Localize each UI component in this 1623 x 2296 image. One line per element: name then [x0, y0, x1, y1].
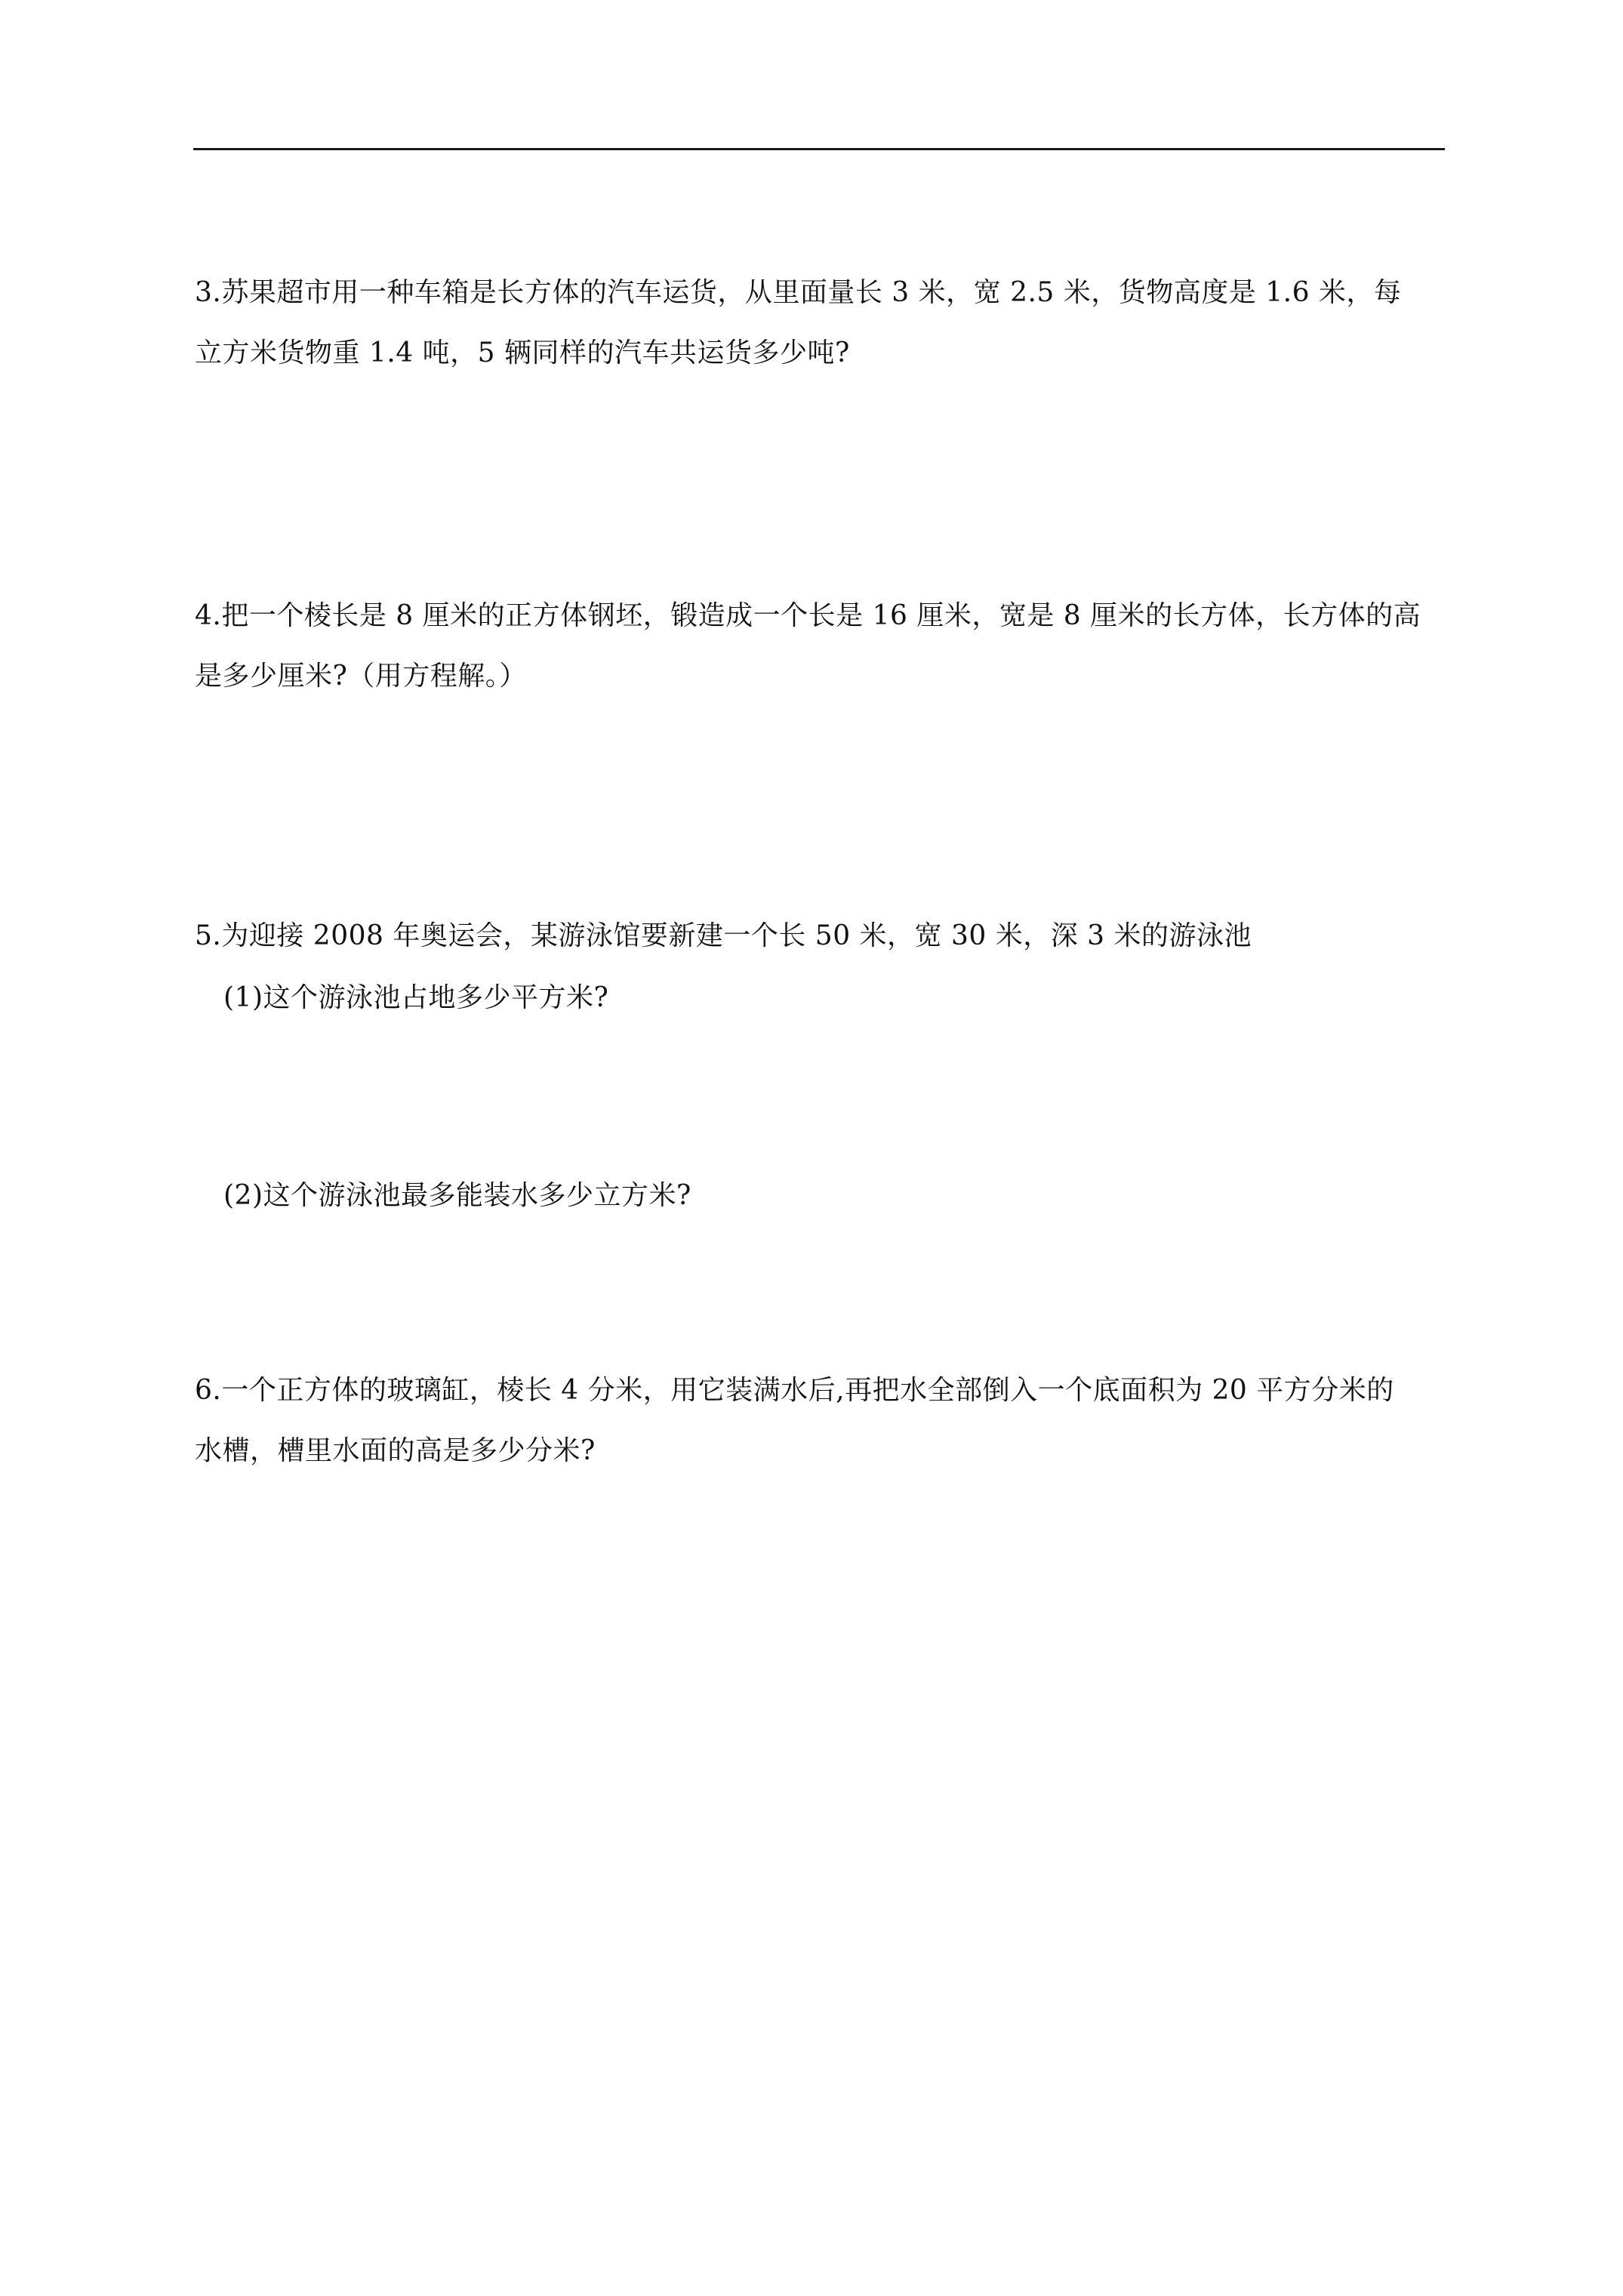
problem-6-line-1: 6.一个正方体的玻璃缸，棱长 4 分米，用它装满水后,再把水全部倒入一个底面积为 20 平方分米的 — [195, 1375, 1394, 1406]
problem-5-subquestion-2: (2)这个游泳池最多能装水多少立方米? — [223, 1180, 691, 1211]
header-rule — [193, 148, 1445, 150]
problem-3-line-2: 立方米货物重 1.4 吨，5 辆同样的汽车共运货多少吨? — [195, 337, 850, 368]
problem-4-line-2: 是多少厘米?（用方程解。） — [195, 661, 527, 692]
problem-4-line-1: 4.把一个棱长是 8 厘米的正方体钢坯，锻造成一个长是 16 厘米，宽是 8 厘米的长方体，长方体的高 — [195, 600, 1421, 631]
problem-5-subquestion-1: (1)这个游泳池占地多少平方米? — [223, 982, 609, 1013]
problem-3-line-1: 3.苏果超市用一种车箱是长方体的汽车运货，从里面量长 3 米，宽 2.5 米，货物高度是 1.6 米，每 — [195, 277, 1402, 308]
problem-5-line-1: 5.为迎接 2008 年奥运会，某游泳馆要新建一个长 50 米，宽 30 米，深 3 米的游泳池 — [195, 920, 1252, 951]
problem-6-line-2: 水槽，槽里水面的高是多少分米? — [195, 1435, 596, 1466]
